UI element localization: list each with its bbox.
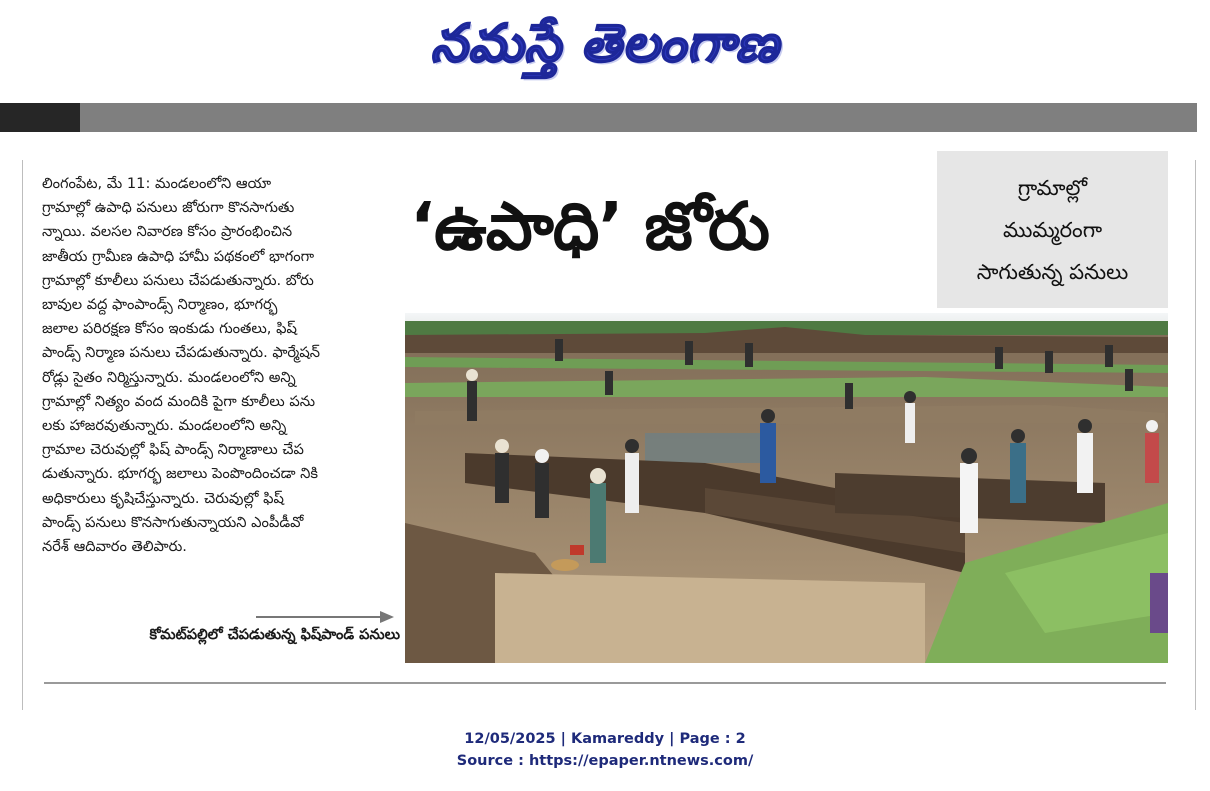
- article-body-line: గ్రామాల్లో ఉపాధి పనులు జోరుగా కొనసాగుతు: [42, 199, 295, 217]
- right-column-rule: [1195, 160, 1196, 710]
- article-body-line: గ్రామాల్లో నిత్యం వంద మందికి పైగా కూలీలు పను: [42, 392, 316, 410]
- article-body-line: న్నాయి. వలసల నివారణ కోసం ప్రారంభించిన: [42, 223, 293, 241]
- masthead: [0, 0, 1210, 100]
- article-body-line: గ్రామాల్లో కూలీలు పనులు చేపడుతున్నారు. బోరు: [42, 271, 314, 289]
- footer-date-edition: 12/05/2025 | Kamareddy | Page : 2: [464, 731, 746, 747]
- subheadline-box: [937, 151, 1168, 308]
- article-headline: ‘ఉపాధి’ జోరు: [410, 188, 769, 265]
- article-body-line: జలాల పరిరక్షణ కోసం ఇంకుడు గుంతలు, ఫిష్: [42, 320, 297, 338]
- article-body: [42, 172, 394, 559]
- article-photo: [405, 313, 1168, 663]
- newspaper-logo: నమస్తే తెలంగాణ: [430, 13, 780, 74]
- header-band-accent: [0, 103, 80, 132]
- subheadline-line: గ్రామాల్లో: [1017, 175, 1088, 200]
- article-body-line: పాండ్స్ నిర్మాణ పనులు చేపడుతున్నారు. ఫార్మేషన్: [42, 344, 320, 362]
- article-body-line: జాతీయ గ్రామీణ ఉపాధి హామీ పథకంలో భాగంగా: [42, 247, 315, 265]
- subheadline-line: ముమ్మరంగా: [1002, 217, 1103, 242]
- photo-caption: కోమట్‌పల్లిలో చేపడుతున్న ఫిష్‌పాండ్ పనులు: [149, 627, 400, 643]
- page-footer: [0, 728, 1210, 772]
- article-body-line: పాండ్స్ పనులు కొనసాగుతున్నాయని ఎంపీడీవో: [42, 513, 304, 531]
- article-body-line: లకు హాజరవుతున్నారు. మండలంలోని అన్ని: [42, 417, 287, 435]
- article-body-line: డుతున్నారు. భూగర్భ జలాలు పెంపొందించడా నికి: [42, 465, 319, 483]
- article-body-line: అధికారులు కృషిచేస్తున్నారు. చెరువుల్లో ఫిష్: [42, 489, 284, 507]
- article-body-line: గ్రామాల చెరువుల్లో ఫిష్ పాండ్స్ నిర్మాణాలు చేప: [42, 441, 304, 459]
- article-body-line: నరేశ్ ఆదివారం తెలిపారు.: [42, 538, 187, 556]
- header-band: [0, 103, 1197, 132]
- left-column-rule: [22, 160, 23, 710]
- footer-source: Source : https://epaper.ntnews.com/: [456, 753, 754, 769]
- subheadline-line: సాగుతున్న పనులు: [976, 259, 1129, 284]
- caption-arrow-icon: [256, 609, 394, 625]
- fish-pond-works-photo: [405, 313, 1168, 663]
- article-body-line: బావుల వద్ద ఫాంపాండ్స్ నిర్మాణం, భూగర్భ: [42, 296, 278, 314]
- article-body-line: లింగంపేట, మే 11: మండలంలోని ఆయా: [42, 175, 272, 192]
- article-body-line: రోడ్లు సైతం నిర్మిస్తున్నారు. మండలంలోని అన్ని: [42, 368, 296, 386]
- bottom-rule: [44, 682, 1166, 684]
